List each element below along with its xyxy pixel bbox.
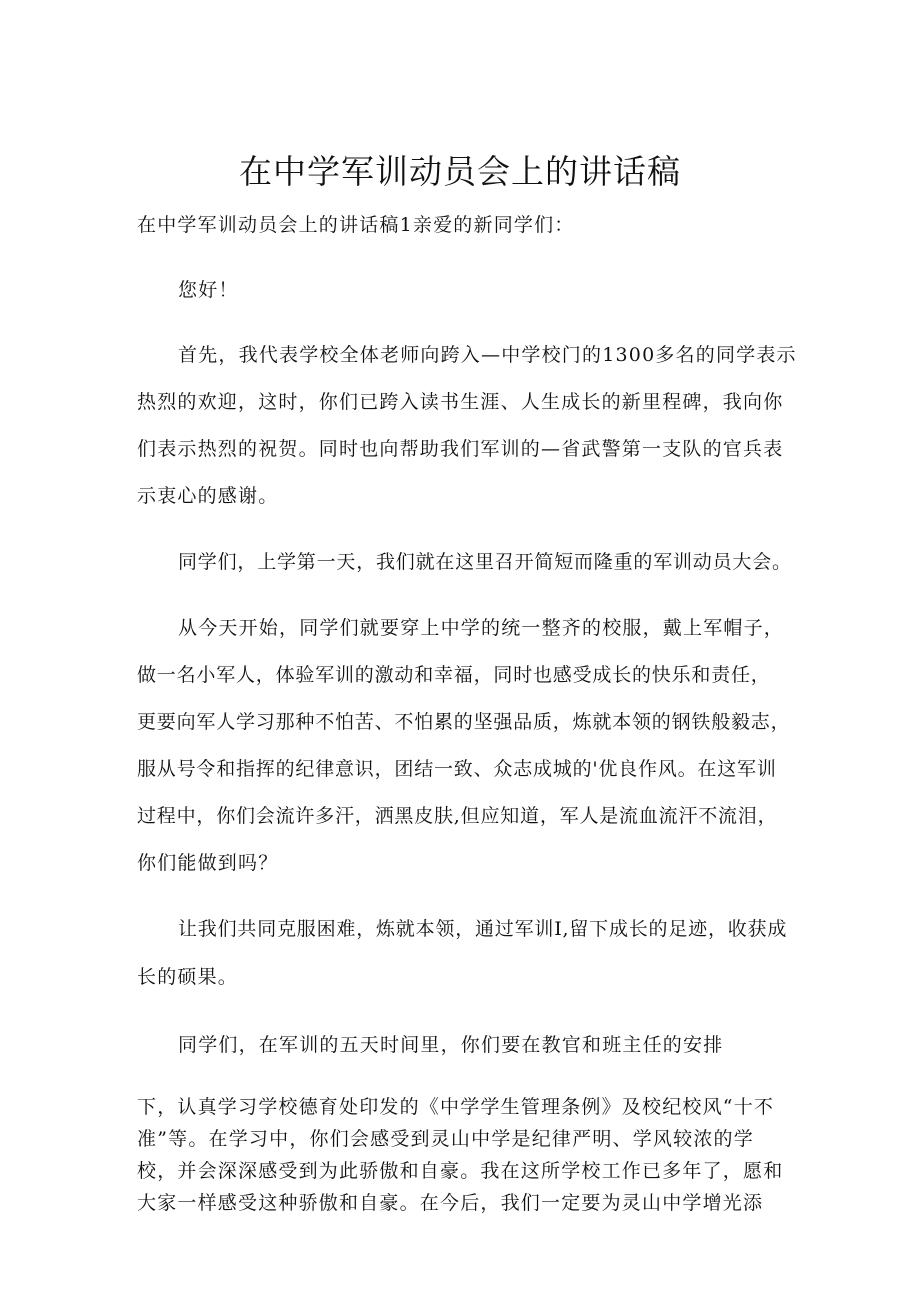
paragraph-line: 更要向军人学习那种不怕苦、不怕累的坚强品质，炼就本领的钢铁般毅志， — [137, 711, 791, 733]
paragraph-line: 们表示热烈的祝贺。同时也向帮助我们军训的—省武警第一支队的官兵表 — [137, 438, 784, 460]
paragraph-line: 首先，我代表学校全体老师向跨入—中学校门的1300多名的同学表示 — [178, 344, 797, 366]
paragraph-line: 让我们共同克服困难，炼就本领，通过军训I,留下成长的足迹，收获成 — [178, 918, 788, 940]
paragraph-line: 大家一样感受这种骄傲和自豪。在今后，我们一定要为灵山中学增光添 — [137, 1192, 764, 1214]
opening-line: 在中学军训动员会上的讲话稿1亲爱的新同学们： — [137, 214, 575, 236]
paragraph-line: 过程中，你们会流许多汗，洒黑皮肤,但应知道，军人是流血流汗不流泪， — [137, 805, 778, 827]
paragraph-line: 服从号令和指挥的纪律意识，团结一致、众志成城的'优良作风。在这军训 — [137, 758, 777, 780]
paragraph-line: 长的硕果。 — [137, 966, 239, 988]
paragraph-line: 校，并会深深感受到为此骄傲和自豪。我在这所学校工作已多年了，愿和 — [137, 1160, 784, 1182]
paragraph-line: 同学们，在军训的五天时间里，你们要在教官和班主任的安排 — [178, 1034, 724, 1056]
paragraph-line: 热烈的欢迎，这时，你们已跨入读书生涯、人生成长的新里程碑，我向你 — [137, 391, 784, 413]
paragraph-line: 你们能做到吗？ — [137, 852, 279, 874]
greeting-line: 您好！ — [178, 279, 239, 301]
paragraph-line: 下，认真学习学校德育处印发的《中学学生管理条例》及校纪校风“十不 — [137, 1096, 775, 1118]
paragraph-line: 示衷心的感谢。 — [137, 485, 279, 507]
paragraph-line: 从今天开始，同学们就要穿上中学的统一整齐的校服，戴上军帽子， — [178, 617, 785, 639]
paragraph-line: 同学们，上学第一天，我们就在这里召开简短而隆重的军训动员大会。 — [178, 551, 792, 573]
document-title: 在中学军训动员会上的讲话稿 — [239, 152, 681, 191]
paragraph-line: 准”等。在学习中，你们会感受到灵山中学是纪律严明、学风较浓的学 — [137, 1128, 754, 1150]
paragraph-line: 做一名小军人，体验军训的激动和幸福，同时也感受成长的快乐和责任， — [137, 664, 771, 686]
